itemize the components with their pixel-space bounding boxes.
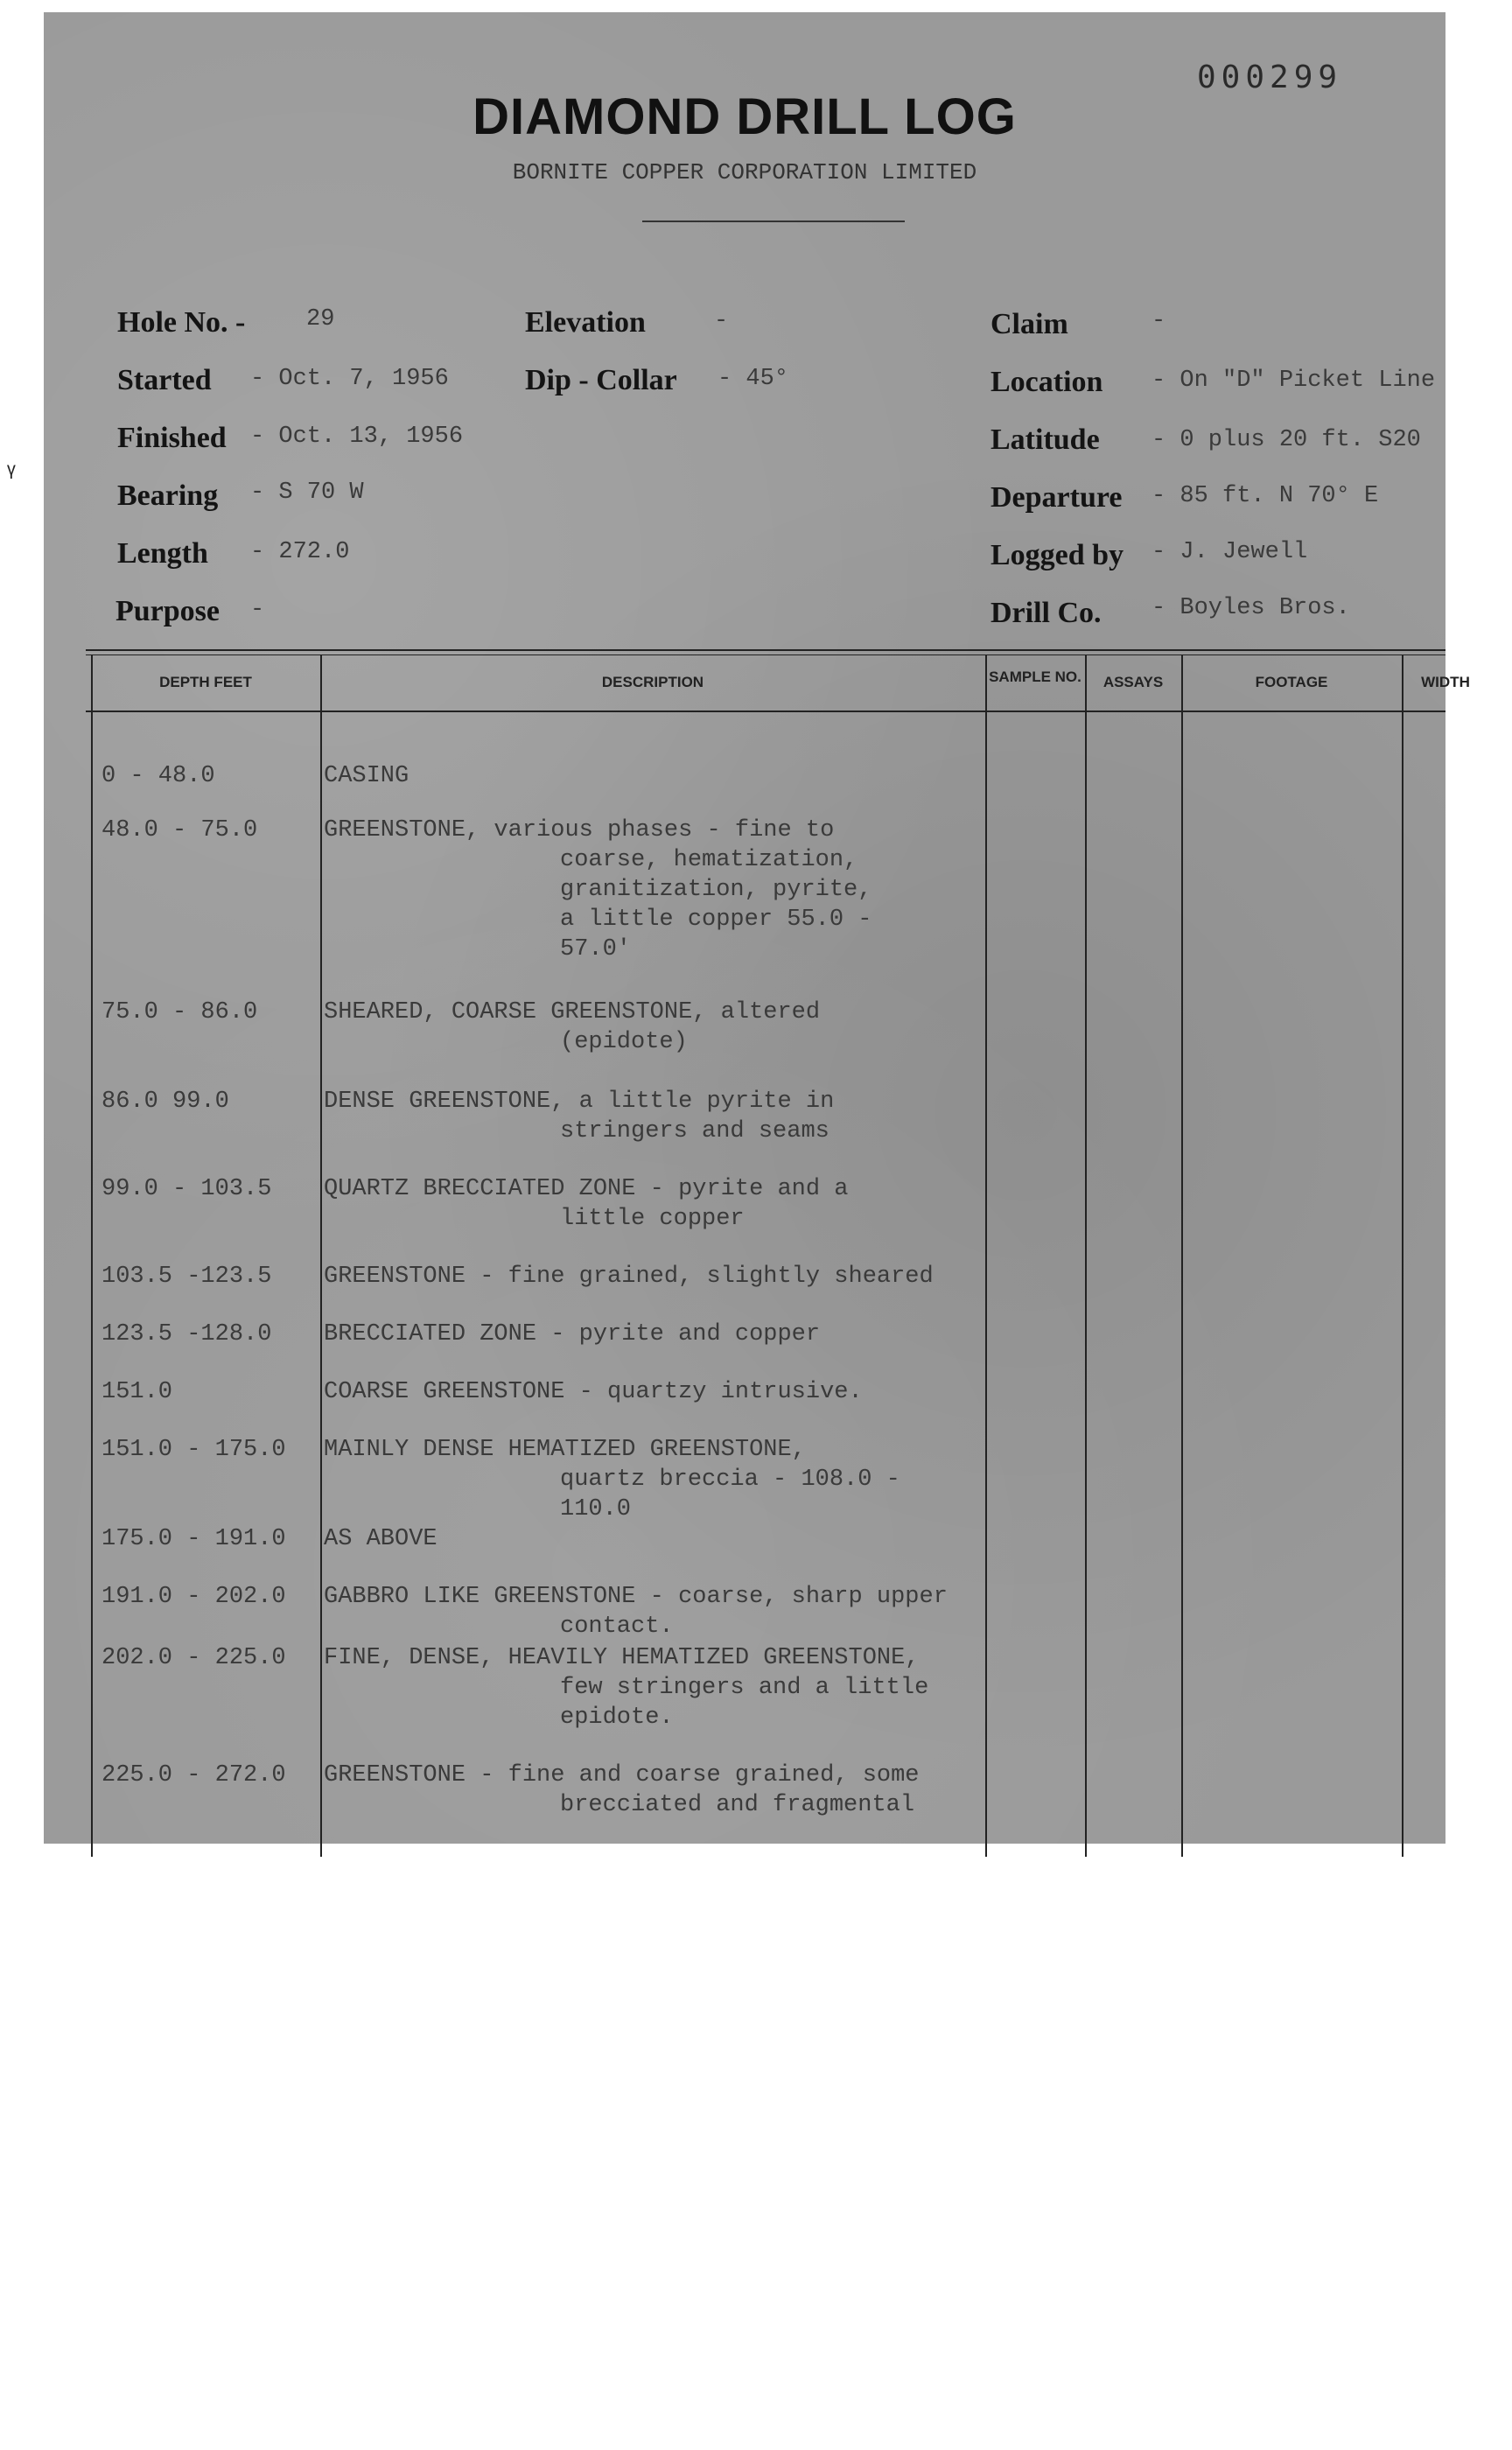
row-description: [324, 816, 989, 964]
elevation-label: Elevation: [525, 306, 646, 339]
col-rule-sample: [1085, 654, 1087, 1857]
description-line: FINE, DENSE, HEAVILY HEMATIZED GREENSTONE,: [324, 1645, 920, 1671]
description-line: epidote.: [560, 1704, 674, 1731]
length-label: Length: [117, 537, 208, 570]
description-line: BRECCIATED ZONE - pyrite and copper: [324, 1321, 821, 1348]
description-line: contact.: [560, 1614, 674, 1640]
table-left-rule: [91, 654, 93, 1857]
row-depth: 151.0 - 175.0: [102, 1437, 286, 1463]
table-header-rule: [86, 710, 1446, 712]
row-depth: 225.0 - 272.0: [102, 1762, 286, 1788]
description-line: (epidote): [560, 1029, 688, 1055]
col-header-footage: FOOTAGE: [1255, 674, 1328, 690]
description-line: coarse, hematization,: [560, 847, 858, 873]
claim-value: -: [1152, 308, 1166, 334]
description-line: GREENSTONE, various phases - fine to: [324, 817, 835, 844]
row-description: [324, 1582, 989, 1642]
claim-label: Claim: [990, 308, 1068, 340]
description-line: few stringers and a little: [560, 1675, 929, 1701]
description-line: little copper: [560, 1206, 745, 1232]
title-rule: [642, 220, 905, 222]
departure-label: Departure: [990, 481, 1123, 514]
row-depth: 175.0 - 191.0: [102, 1526, 286, 1552]
logged-by-value: - J. Jewell: [1152, 539, 1308, 565]
purpose-value: -: [250, 597, 265, 623]
col-header-sample-no: SAMPLE NO.: [989, 668, 1082, 685]
description-line: brecciated and fragmental: [560, 1792, 915, 1818]
departure-value: - 85 ft. N 70° E: [1152, 483, 1379, 509]
description-line: SHEARED, COARSE GREENSTONE, altered: [324, 999, 821, 1026]
row-description: [324, 1435, 989, 1524]
row-depth: 75.0 - 86.0: [102, 999, 258, 1026]
row-depth: 86.0 99.0: [102, 1088, 229, 1115]
col-rule-assays: [1181, 654, 1183, 1857]
row-depth: 151.0: [102, 1379, 173, 1405]
row-depth: 103.5 -123.5: [102, 1264, 272, 1290]
description-line: AS ABOVE: [324, 1526, 438, 1552]
row-description: [324, 1087, 989, 1146]
row-description: [324, 1320, 989, 1349]
length-value: - 272.0: [250, 539, 350, 565]
margin-mark: ᵞ: [7, 458, 16, 487]
col-header-description: DESCRIPTION: [601, 674, 704, 690]
log-sheet: [44, 12, 1470, 1844]
row-depth: 202.0 - 225.0: [102, 1645, 286, 1671]
col-rule-depth: [320, 654, 322, 1857]
row-description: [324, 1643, 989, 1732]
finished-value: - Oct. 13, 1956: [250, 424, 464, 450]
row-description: [324, 998, 989, 1057]
col-header-assays: ASSAYS: [1102, 674, 1164, 690]
logged-by-label: Logged by: [990, 539, 1124, 571]
started-label: Started: [117, 364, 212, 396]
company-name: BORNITE COPPER CORPORATION LIMITED: [512, 159, 977, 186]
row-description: [324, 1174, 989, 1234]
row-depth: 191.0 - 202.0: [102, 1584, 286, 1610]
description-line: 57.0': [560, 936, 632, 962]
dip-collar-value: - 45°: [718, 366, 789, 392]
bearing-label: Bearing: [117, 480, 219, 512]
description-line: a little copper 55.0 -: [560, 906, 872, 933]
finished-label: Finished: [117, 422, 227, 454]
col-header-width: WIDTH: [1421, 674, 1470, 690]
table-top-rule: [86, 649, 1446, 651]
latitude-value: - 0 plus 20 ft. S20: [1152, 427, 1421, 453]
row-description: [324, 1377, 989, 1407]
dip-collar-label: Dip - Collar: [525, 364, 677, 396]
drill-co-label: Drill Co.: [990, 597, 1102, 629]
description-line: quartz breccia - 108.0 -: [560, 1466, 900, 1493]
purpose-label: Purpose: [116, 595, 220, 627]
location-label: Location: [990, 366, 1103, 398]
row-depth: 123.5 -128.0: [102, 1321, 272, 1348]
latitude-label: Latitude: [990, 424, 1100, 456]
drill-co-value: - Boyles Bros.: [1152, 595, 1350, 621]
description-line: QUARTZ BRECCIATED ZONE - pyrite and a: [324, 1176, 849, 1202]
col-rule-footage: [1402, 654, 1404, 1857]
page-title: DIAMOND DRILL LOG: [472, 88, 1017, 145]
description-line: GABBRO LIKE GREENSTONE - coarse, sharp upper: [324, 1584, 948, 1610]
document-number: 000299: [1197, 60, 1343, 95]
description-line: CASING: [324, 763, 410, 789]
row-description: [324, 1524, 989, 1554]
started-value: - Oct. 7, 1956: [250, 366, 449, 392]
row-depth: 0 - 48.0: [102, 763, 215, 789]
description-line: GREENSTONE - fine and coarse grained, some: [324, 1762, 920, 1788]
row-description: [324, 761, 989, 791]
elevation-value: -: [714, 308, 729, 334]
row-description: [324, 1262, 989, 1292]
location-value: - On "D" Picket Line: [1152, 368, 1436, 394]
bearing-value: - S 70 W: [250, 480, 364, 506]
description-line: stringers and seams: [560, 1118, 830, 1144]
description-line: MAINLY DENSE HEMATIZED GREENSTONE,: [324, 1437, 806, 1463]
drill-log-table: [86, 649, 1470, 1857]
col-header-depth: DEPTH FEET: [159, 674, 252, 690]
row-depth: 48.0 - 75.0: [102, 817, 258, 844]
table-top-rule-2: [86, 654, 1446, 655]
description-line: granitization, pyrite,: [560, 877, 872, 903]
description-line: DENSE GREENSTONE, a little pyrite in: [324, 1088, 835, 1115]
row-description: [324, 1760, 989, 1820]
description-line: GREENSTONE - fine grained, slightly sheared: [324, 1264, 934, 1290]
row-depth: 99.0 - 103.5: [102, 1176, 272, 1202]
description-line: COARSE GREENSTONE - quartzy intrusive.: [324, 1379, 863, 1405]
hole-no-label: Hole No. -: [117, 306, 246, 339]
hole-no-value: 29: [306, 306, 335, 332]
description-line: 110.0: [560, 1496, 632, 1522]
